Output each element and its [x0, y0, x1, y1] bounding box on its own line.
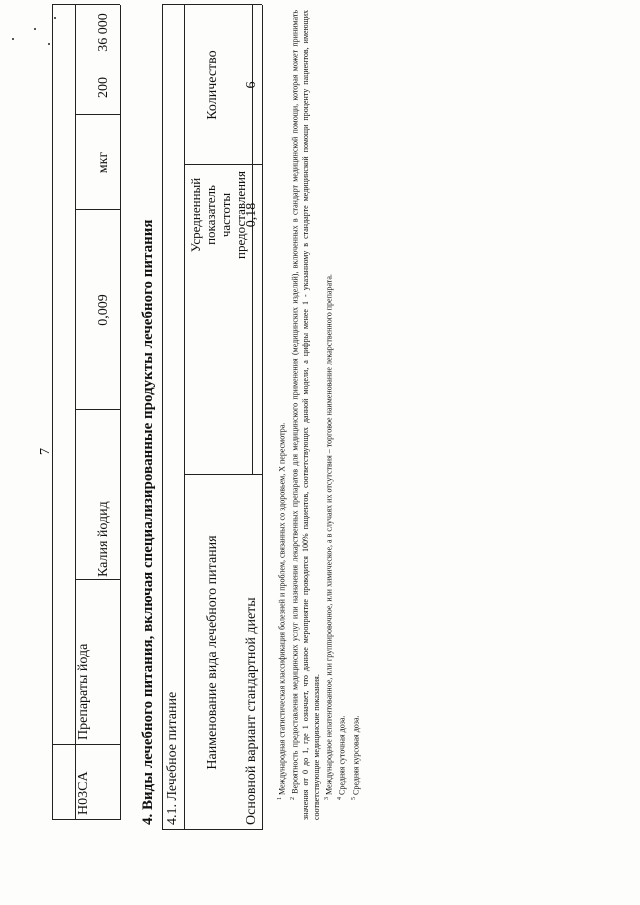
footnote-2: Вероятность предоставления медицинских услуг или назначения лекарственных препаратов для медицинского применения (медицинских изделий), включенных в стандарт медицинской помощи, которая может принимать значения от 0 до 1, где 1 означает, что данное мероприятие проводится 100% пациентов, соответствующих данной модели, а цифры менее 1 - указанному в стандарте медицинской помощи проценту пациентов, имеющих соответствующие медицинские показания. [290, 9, 321, 820]
footnote-4: Средняя суточная доза. [338, 715, 348, 795]
drug-skd: 36 000 [96, 13, 111, 52]
diet-header-quantity: Количество [205, 50, 220, 120]
section-heading: 4. Виды лечебного питания, включая специализированные продукты лечебного питания [140, 219, 156, 825]
scan-speck [34, 28, 36, 30]
diet-header-frequency: Усредненный показатель частоты предоставления [188, 171, 248, 259]
drug-unit: мкг [96, 151, 111, 174]
atc-group-name: Препараты йода [76, 643, 91, 740]
diet-row-name: Основной вариант стандартной диеты [244, 597, 259, 825]
diet-row-frequency: 0,18 [244, 202, 259, 228]
diet-header-name: Наименование вида лечебного питания [205, 535, 220, 770]
footnotes: $^1$ Международная статистическая классификация болезней и проблем, связанных со здоровьем, X пересмотра. $^2$ Вероятность предоставления медицинских услуг или назначения лекарственных препаратов для медицинского применения (медицинских изделий), включенных в стандарт медицинской помощи, которая может принимать значения от 0 до 1, где 1 означает, что данное мероприятие проводится 100% пациентов, соответствующих данной модели, а цифры менее 1 - указанному в стандарте медицинской помощи проценту пациентов, имеющих соответствующие медицинские показания. $^3$ Международное непатентованное, или группировочное, или химическое, а в случаях их отсутствия – торговое наименование лекарственного препарата. $^4$ Средняя суточная доза. $^5$ Средняя курсовая доза. [277, 9, 361, 820]
footnote-3: Международное непатентованное, или группировочное, или химическое, а в случаях их отсутствия – торговое наименование лекарственного препарата. [324, 274, 334, 795]
scan-speck [12, 38, 14, 40]
diet-row-quantity: 6 [244, 81, 259, 89]
footnote-1: Международная статистическая классификация болезней и проблем, связанных со здоровьем, X пересмотра. [277, 422, 287, 795]
page-number: 7 [38, 448, 53, 455]
scan-speck [54, 17, 56, 19]
drug-name: Калия йодид [96, 501, 111, 577]
footnote-5: Средняя курсовая доза. [351, 715, 361, 795]
diet-group-label: 4.1. Лечебное питание [165, 691, 180, 825]
atc-code: H03CA [76, 771, 91, 815]
scan-speck [48, 43, 50, 45]
drug-frequency: 0,009 [96, 294, 111, 326]
drug-sdd: 200 [96, 77, 111, 98]
